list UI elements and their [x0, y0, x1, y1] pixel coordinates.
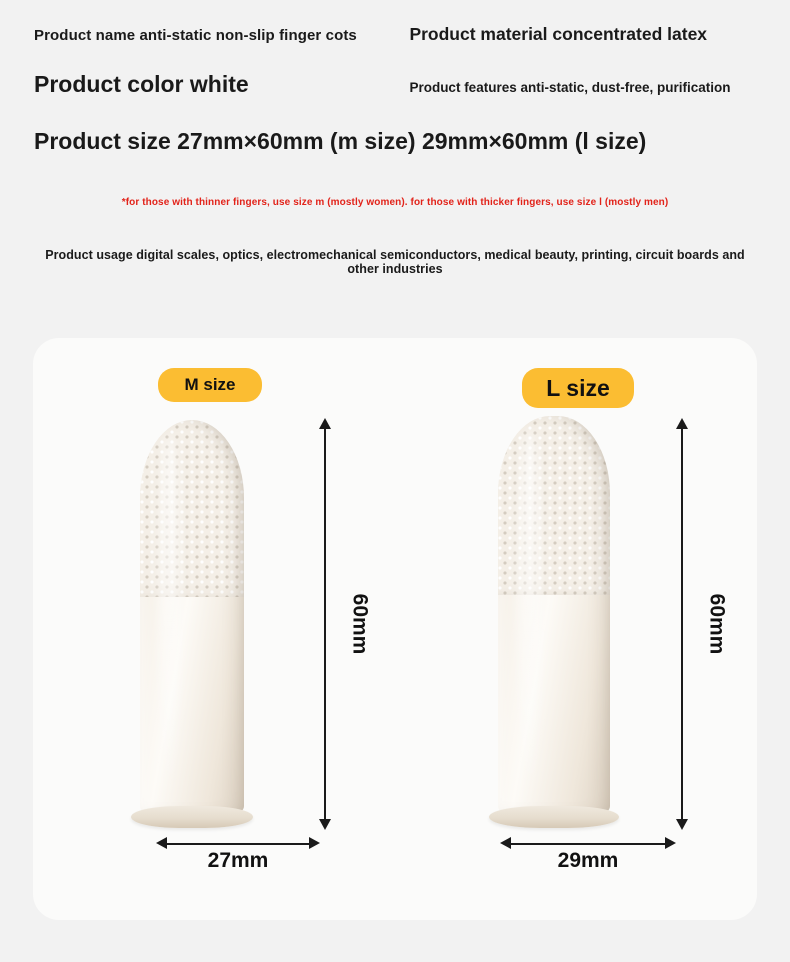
finger-cot-rim-l — [489, 806, 619, 828]
height-label-m: 60mm — [348, 593, 372, 655]
finger-cot-image-l — [498, 416, 610, 828]
spec-row-name-material — [34, 24, 756, 45]
arrow-left-icon — [500, 837, 511, 849]
product-spec-block — [0, 0, 790, 276]
finger-cot-image-m — [140, 420, 244, 828]
width-measure-m — [158, 836, 318, 874]
finger-cot-rim-m — [131, 806, 253, 828]
height-label-l: 60mm — [705, 593, 729, 655]
arrow-down-icon — [676, 819, 688, 830]
finger-cot-body-m — [140, 420, 244, 814]
height-measure-m — [315, 420, 372, 828]
product-name-text: Product name anti-static non-slip finger cots — [34, 27, 357, 44]
product-color-text: Product color white — [34, 71, 249, 97]
finger-cot-textured-tip-m — [140, 420, 244, 597]
arrow-right-icon — [665, 837, 676, 849]
height-measure-line-l — [681, 426, 683, 822]
spec-row-color-features — [34, 71, 756, 98]
width-measure-l — [502, 836, 674, 874]
arrow-left-icon — [156, 837, 167, 849]
width-measure-line-m — [165, 843, 311, 845]
spec-cell-color — [34, 71, 409, 98]
size-badge-l: L size — [522, 368, 634, 408]
size-badge-m: M size — [158, 368, 262, 402]
spec-cell-material — [409, 24, 756, 45]
height-measure-l — [672, 420, 729, 828]
height-measure-line-m — [324, 426, 326, 822]
arrow-up-icon — [319, 418, 331, 429]
finger-cot-textured-tip-l — [498, 416, 610, 595]
product-usage-text: Product usage digital scales, optics, electromechanical semiconductors, medical beauty, printing, circuit boards and other industries — [45, 248, 745, 276]
spec-cell-features — [409, 80, 756, 95]
width-label-l: 29mm — [557, 849, 619, 872]
spec-cell-name — [34, 27, 409, 44]
arrow-down-icon — [319, 819, 331, 830]
finger-cot-highlight-l — [518, 432, 540, 782]
product-size-text: Product size 27mm×60mm (m size) 29mm×60mm (l size) — [34, 128, 647, 154]
product-features-text: Product features anti-static, dust-free, purification — [409, 80, 731, 95]
width-measure-line-l — [509, 843, 667, 845]
product-photo-card — [33, 338, 757, 920]
size-panel-l — [395, 338, 757, 920]
size-panel-m — [33, 338, 395, 920]
spec-row-size — [34, 128, 756, 155]
product-material-text: Product material concentrated latex — [409, 24, 708, 44]
width-label-m: 27mm — [207, 849, 269, 872]
finger-cot-highlight-m — [159, 436, 180, 783]
arrow-up-icon — [676, 418, 688, 429]
size-selection-note: *for those with thinner fingers, use size m (mostly women). for those with thicker fingers, use size l (mostly men) — [121, 197, 669, 208]
arrow-right-icon — [309, 837, 320, 849]
finger-cot-body-l — [498, 416, 610, 814]
